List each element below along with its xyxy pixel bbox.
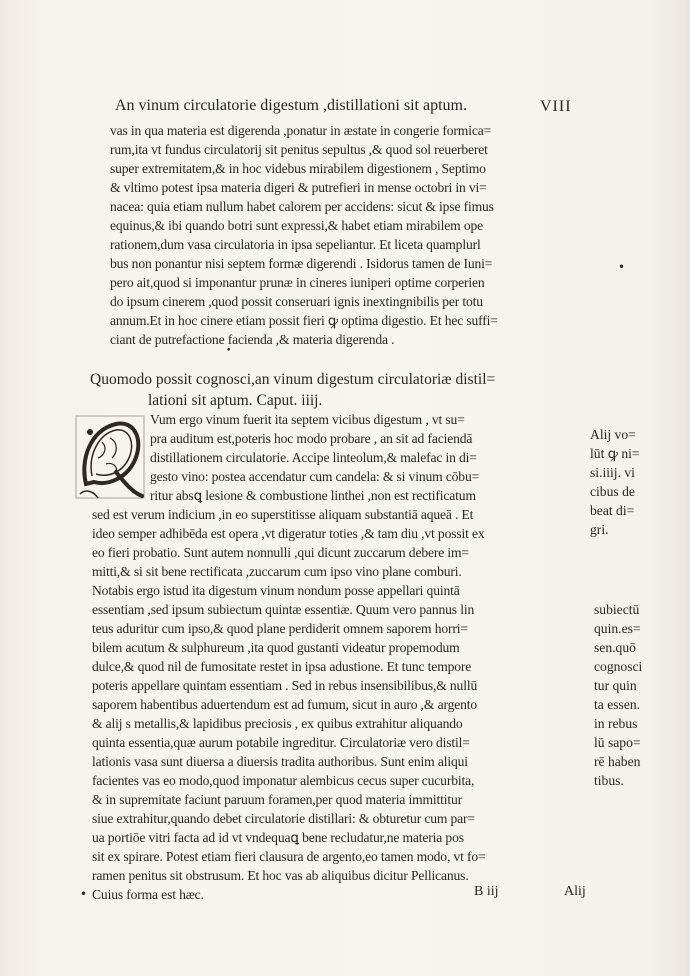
marginal-line: cognosci: [594, 659, 643, 674]
text-line: Cuius forma est hæc.: [92, 887, 204, 902]
text-line: pero ait,quod si imponantur prunæ in cineres iuniperi optime corperien: [110, 275, 485, 290]
marginal-line: tibus.: [594, 773, 624, 788]
marginal-line: si.iiij. vi: [590, 465, 635, 480]
text-line: ciant de putrefactione facienda ,& materia digerenda .: [110, 332, 395, 347]
marginal-line: gri.: [590, 522, 609, 537]
decorated-initial-icon: [72, 412, 148, 502]
marginal-line: beat di=: [590, 503, 635, 518]
marginal-line: lūt ꝙ ni=: [590, 446, 640, 461]
text-line: sed est verum indicium ,in eo superstitisse aliquam substantiā aqueā . Et: [92, 507, 474, 522]
text-line: vas in qua materia est digerenda ,ponatur in æstate in congerie formica=: [110, 123, 492, 138]
text-line: lationis vasa sunt diuersa a diuersis tradita authoribus. Sunt enim aliqui: [92, 754, 468, 769]
text-line: & alij s metallis,& lapidibus preciosis , ex quibus extrahitur aliquando: [92, 716, 463, 731]
text-line: bus non ponantur nisi septem formæ digerendi . Isidorus tamen de Iuni=: [110, 256, 493, 271]
marginal-line: ta essen.: [594, 697, 641, 712]
text-line: sit ex spirare. Potest etiam fieri clausura de argento,eo tamen modo, vt fo=: [92, 849, 486, 864]
text-line: siue extrahitur,quando debet circulatorie distillari: & obturetur cum par=: [92, 811, 475, 826]
text-line: nacea: quia etiam nullum habet calorem per accidens: sicut & ipse fimus: [110, 199, 494, 214]
text-line: ua portiōe vitri facta ad id vt vndequaꝗ bene recludatur,ne materia pos: [92, 830, 464, 845]
text-line: saporem habentibus aduertendum est ad fumum, sicut in auro ,& argento: [92, 697, 478, 712]
text-line: essentiam ,sed ipsum subiectum quintæ essentiæ. Quum vero pannus lin: [92, 602, 475, 617]
text-line: distillationem circulatorie. Accipe linteolum,& malefac in di=: [150, 450, 477, 465]
catchword: Alij: [564, 884, 586, 899]
running-head: An vinum circulatorie digestum ,distillationi sit aptum.: [115, 97, 467, 114]
text-line: Notabis ergo istud ita digestum vinum nondum posse appellari quintā: [92, 583, 460, 598]
text-line: eo fieri probatio. Sunt autem nonnulli ,qui dicunt zuccarum debere im=: [92, 545, 469, 560]
text-line: pra auditum est,poteris hoc modo probare , an sit ad faciendā: [150, 431, 473, 446]
text-line: ritur absꝗ lesione & combustione linthei ,non est rectificatum: [150, 488, 476, 503]
text-line: ramen penitus sit obstrusum. Et hoc vas ab aliquibus dicitur Pellicanus.: [92, 868, 469, 883]
text-line: equinus,& ibi quando botri sunt expressi,& habet etiam mirabilem ope: [110, 218, 483, 233]
text-line: do ipsum cinerem ,quod possit conseruari ignis inextingnibilis per totu: [110, 294, 483, 309]
text-line: teus aduritur cum ipso,& quod plane perdiderit omnem saporem horri=: [92, 621, 468, 636]
chapter-heading-line: lationi sit aptum. Caput. iiij.: [148, 392, 323, 409]
marginal-line: subiectū: [594, 602, 640, 617]
folio-number: VIII: [540, 98, 572, 115]
text-line: annum.Et in hoc cinere etiam possit fieri ꝙ optima digestio. Et hec suffi=: [110, 313, 498, 328]
marginal-line: rē haben: [594, 754, 641, 769]
text-line: super extremitatem,& in hoc videbus mirabilem digestionem , Septimo: [110, 161, 486, 176]
text-line: & in supremitate faciunt paruum foramen,per quod materia immittitur: [92, 792, 463, 807]
marginal-line: sen.quō: [594, 640, 636, 655]
text-line: & vltimo potest ipsa materia digeri & putrefieri in mense octobri in vi=: [110, 180, 487, 195]
text-line: mitti,& si sit bene rectificata ,zuccarum cum ipso vino plane comburi.: [92, 564, 462, 579]
marginal-line: lū sapo=: [594, 735, 641, 750]
paragraph-mark-icon: •: [80, 887, 88, 901]
text-line: quinta essentia,quæ aurum potabile ingreditur. Circulatoriæ vero distil=: [92, 735, 470, 750]
marginal-line: quin.es=: [594, 621, 641, 636]
text-line: Vum ergo vinum fuerit ita septem vicibus digestum , vt su=: [150, 412, 465, 427]
marginal-line: Alij vo=: [590, 427, 636, 442]
marginal-line: cibus de: [590, 484, 635, 499]
page-edge-shadow: [650, 0, 690, 976]
marginal-line: in rebus: [594, 716, 638, 731]
text-line: rum,ita vt fundus circulatorij sit penitus sepultus ,& quod sol reuerberet: [110, 142, 488, 157]
text-line: ideo semper adhibēda est opera ,vt digeratur toties ,& tam diu ,vt possit ex: [92, 526, 485, 541]
signature-mark: B iij: [474, 884, 499, 899]
marginal-line: tur quin: [594, 678, 637, 693]
text-line: dulce,& quod nil de fumositate restet in ipsa adustione. Et tunc tempore: [92, 659, 472, 674]
text-line: rationem,dum vasa circulatoria in ipsa sepeliantur. Et liceta quamplurl: [110, 237, 481, 252]
chapter-heading-line: Quomodo possit cognosci,an vinum digestum circulatoriæ distil=: [90, 371, 496, 388]
dot-mark: •: [226, 346, 232, 356]
text-line: gesto vino: postea accendatur cum candela: & si vinum cōbu=: [150, 469, 480, 484]
text-line: poteris appellare quintam essentiam . Sed in rebus insensibilibus,& nullū: [92, 678, 478, 693]
text-line: bilem acutum & sulphureum ,ita quod gustanti videatur propemodum: [92, 640, 460, 655]
text-line: facientes vas eo modo,quod imponatur alembicus cecus super cucurbita,: [92, 773, 475, 788]
bullet-mark: •: [618, 260, 626, 274]
